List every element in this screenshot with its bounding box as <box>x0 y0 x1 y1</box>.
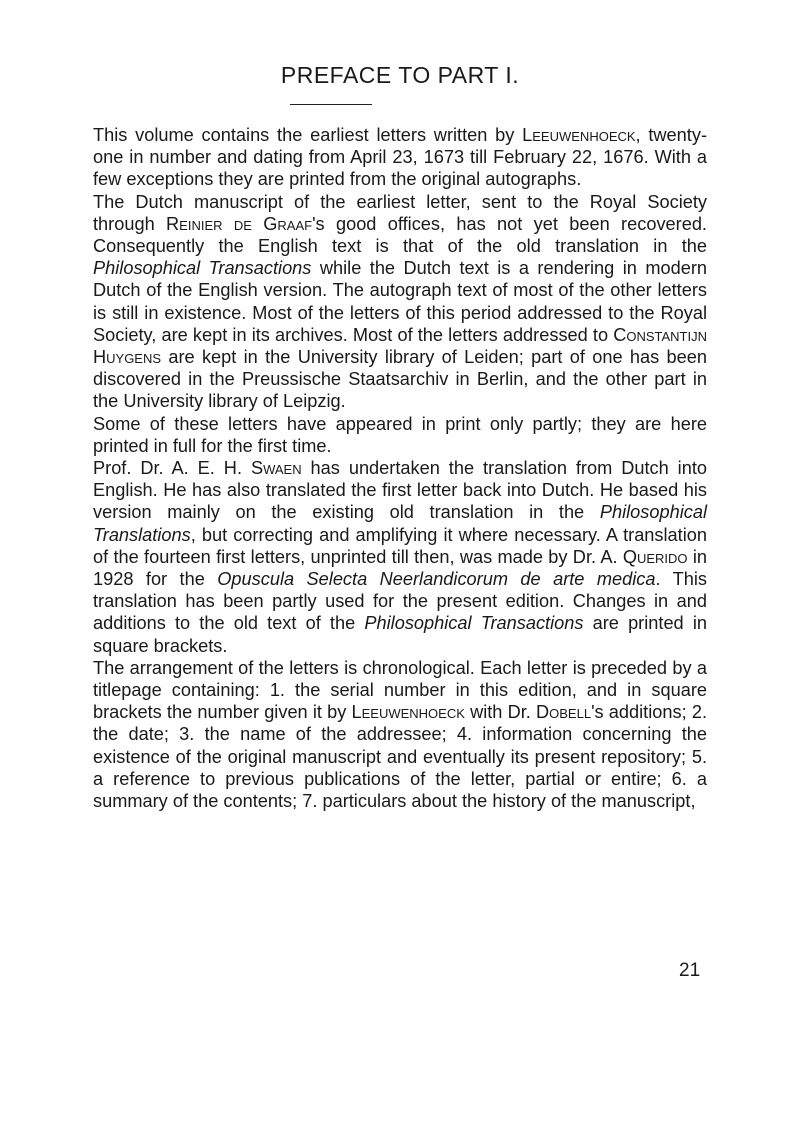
publication-title: Philosophical Translations <box>93 502 707 545</box>
proper-name: Leeuwenhoeck <box>522 125 636 145</box>
publication-title: Philosophical Transactions <box>364 613 584 634</box>
publication-title: Opuscula Selecta Neerlandicorum de arte medica <box>217 569 656 590</box>
text-run: in 1928 for the <box>93 546 707 590</box>
paragraph <box>93 457 707 657</box>
text-run: . This translation has been partly used for the present edition. Changes in and additions to the old text of the <box>93 569 707 634</box>
proper-name: Querido <box>622 546 688 567</box>
text-run: Prof. Dr. A. E. H. <box>93 458 251 479</box>
text-run: has undertaken the translation from Dutch into English. He has also translated the first letter back into Dutch. He based his version mainly on the existing old translation in the <box>93 458 707 523</box>
text-run: while the Dutch text is a rendering in modern Dutch of the English version. The autograph text of most of the other letters is still in existence. Most of the letters of this period addressed to the Royal Society, are kept in its archives. Most of the letters addressed to <box>93 258 707 345</box>
text-run: The Dutch manuscript of the earliest letter, sent to the Royal Society through <box>93 191 707 234</box>
text-run: Some of these letters have appeared in print only partly; they are here printed in full for the first time. <box>93 413 707 456</box>
title-divider <box>290 104 372 105</box>
paragraph <box>93 124 707 191</box>
text-run: 's additions; 2. the date; 3. the name of the addressee; 4. information concerning the existence of the original manuscript and eventually its present repository; 5. a reference to previous publications of the letter, partial or entire; 6. a summary of the contents; 7. particulars about the history of the manuscript, <box>93 702 707 812</box>
proper-name: Leeuwenhoeck <box>351 702 465 723</box>
text-run: This volume contains the earliest letters written by <box>93 125 523 145</box>
text-run: , twenty-one in number and dating from April 23, 1673 till February 22, 1676. With a few exceptions they are printed from the original autographs. <box>93 125 707 190</box>
text-run: are kept in the University library of Leiden; part of one has been discovered in the Preussische Staatsarchiv in Berlin, and the other part in the University library of Leipzig. <box>93 347 707 412</box>
text-run: 's good offices, has not yet been recovered. Consequently the English text is that of the old translation in the <box>93 213 707 257</box>
text-run: , but correcting and amplifying it where necessary. A translation of the fourteen first letters, unprinted till then, was made by Dr. A. <box>93 524 707 567</box>
paragraph <box>93 657 707 812</box>
paragraph <box>93 413 707 457</box>
proper-name: Constantijn Huygens <box>93 324 707 368</box>
text-run: with Dr. <box>464 702 536 723</box>
page-title: PREFACE TO PART I. <box>280 62 520 88</box>
text-run: are printed in square brackets. <box>93 613 707 656</box>
proper-name: Dobell <box>536 702 592 723</box>
proper-name: Reinier de Graaf <box>166 213 313 234</box>
page-number: 21 <box>679 960 701 981</box>
paragraph <box>93 191 707 413</box>
text-run: The arrangement of the letters is chronological. Each letter is preceded by a titlepage containing: 1. the serial number in this edition, and in square brackets the number given it by <box>93 657 707 723</box>
proper-name: Swaen <box>250 458 302 479</box>
publication-title: Philosophical Transactions <box>93 258 312 279</box>
preface-body <box>93 124 707 812</box>
